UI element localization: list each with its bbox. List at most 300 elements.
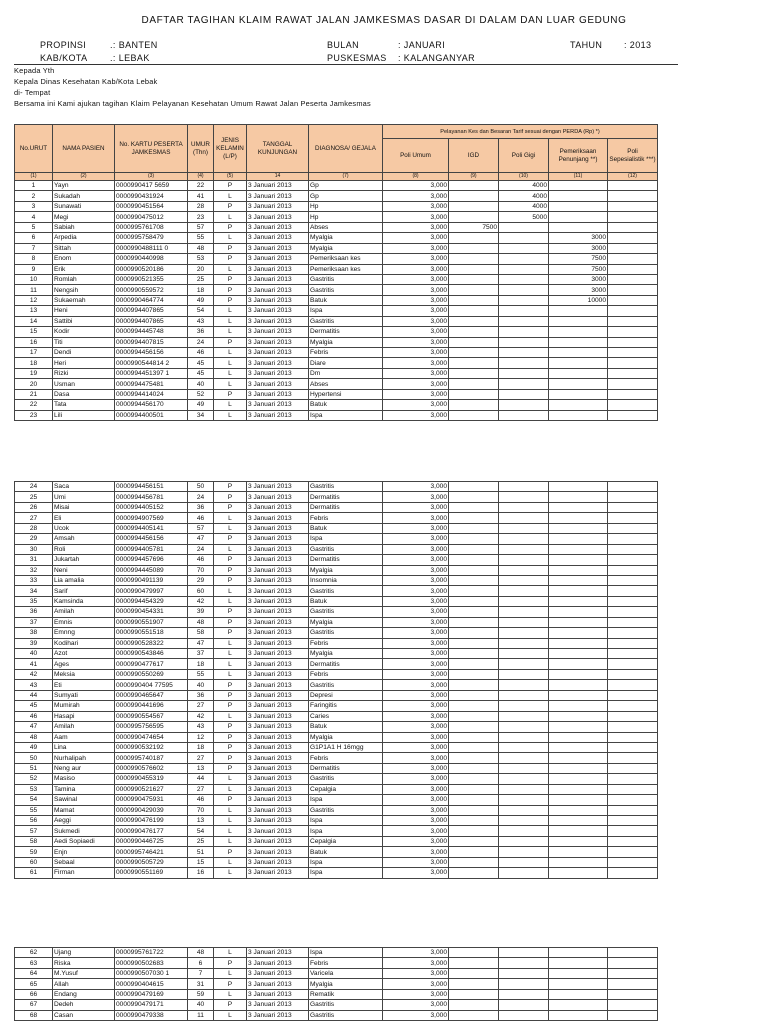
cell-jenis-kelamin: L: [214, 774, 247, 784]
cell-tanggal: 3 Januari 2013: [247, 1000, 309, 1010]
cell-umur: 48: [188, 617, 214, 627]
cell-no-kartu: 0000990554567: [115, 711, 188, 721]
cell-igd: [449, 617, 499, 627]
cell-spesialistik: [608, 389, 658, 399]
cell-spesialistik: [608, 868, 658, 878]
cell-diagnosa: Gastritis: [309, 1010, 383, 1020]
cell-spesialistik: [608, 523, 658, 533]
cell-jenis-kelamin: L: [214, 669, 247, 679]
cell-igd: [449, 607, 499, 617]
cell-spesialistik: [608, 680, 658, 690]
cell-nama-pasien: Meksia: [53, 669, 115, 679]
cell-no-kartu: 0000990532192: [115, 742, 188, 752]
cell-tanggal: 3 Januari 2013: [247, 513, 309, 523]
cell-jenis-kelamin: L: [214, 659, 247, 669]
cell-nama-pasien: Neni: [53, 565, 115, 575]
intro-line-2: Kepala Dinas Kesehatan Kab/Kota Lebak: [14, 77, 158, 86]
cell-poli-gigi: [499, 836, 549, 846]
cell-igd: [449, 628, 499, 638]
cell-poli-umum: 3,000: [383, 763, 449, 773]
table-row: [15, 826, 658, 836]
cell-igd: 7500: [449, 222, 499, 232]
table-row: [15, 722, 658, 732]
cell-no-urut: 60: [15, 857, 53, 867]
cell-umur: 70: [188, 805, 214, 815]
cell-no-urut: 33: [15, 575, 53, 585]
cell-diagnosa: Ispa: [309, 826, 383, 836]
cell-poli-umum: 3,000: [383, 795, 449, 805]
cell-no-urut: 58: [15, 836, 53, 846]
cell-nama-pasien: Mamat: [53, 805, 115, 815]
cell-poli-umum: 3,000: [383, 389, 449, 399]
cell-tanggal: 3 Januari 2013: [247, 379, 309, 389]
cell-poli-umum: 3,000: [383, 989, 449, 999]
table-row: [15, 555, 658, 565]
cell-igd: [449, 201, 499, 211]
claims-table-part-1: [14, 124, 658, 421]
cell-jenis-kelamin: P: [214, 607, 247, 617]
column-number: (10): [499, 173, 549, 181]
cell-igd: [449, 659, 499, 669]
cell-umur: 29: [188, 575, 214, 585]
cell-igd: [449, 586, 499, 596]
cell-poli-umum: 3,000: [383, 868, 449, 878]
cell-spesialistik: [608, 534, 658, 544]
cell-no-urut: 22: [15, 400, 53, 410]
cell-tanggal: 3 Januari 2013: [247, 502, 309, 512]
cell-penunjang: [549, 948, 608, 958]
cell-tanggal: 3 Januari 2013: [247, 482, 309, 492]
cell-jenis-kelamin: L: [214, 358, 247, 368]
cell-poli-gigi: [499, 327, 549, 337]
cell-no-kartu: 0000990440998: [115, 254, 188, 264]
table-row: [15, 264, 658, 274]
cell-umur: 24: [188, 337, 214, 347]
cell-no-kartu: 0000990475931: [115, 795, 188, 805]
cell-igd: [449, 513, 499, 523]
cell-penunjang: [549, 482, 608, 492]
cell-jenis-kelamin: P: [214, 575, 247, 585]
cell-umur: 59: [188, 989, 214, 999]
cell-no-kartu: 0000994456781: [115, 492, 188, 502]
cell-poli-gigi: [499, 690, 549, 700]
cell-tanggal: 3 Januari 2013: [247, 243, 309, 253]
cell-jenis-kelamin: P: [214, 565, 247, 575]
table-row: [15, 327, 658, 337]
cell-tanggal: 3 Januari 2013: [247, 534, 309, 544]
cell-poli-umum: 3,000: [383, 816, 449, 826]
cell-no-urut: 8: [15, 254, 53, 264]
cell-no-kartu: 0000994456156: [115, 348, 188, 358]
cell-igd: [449, 389, 499, 399]
report-title: DAFTAR TAGIHAN KLAIM RAWAT JALAN JAMKESMAS DASAR DI DALAM DAN LUAR GEDUNG: [141, 15, 627, 26]
cell-spesialistik: [608, 586, 658, 596]
cell-penunjang: [549, 513, 608, 523]
cell-diagnosa: Caries: [309, 711, 383, 721]
cell-penunjang: [549, 680, 608, 690]
cell-nama-pasien: Erik: [53, 264, 115, 274]
cell-poli-gigi: [499, 410, 549, 420]
cell-nama-pasien: Sebaal: [53, 857, 115, 867]
cell-poli-gigi: [499, 659, 549, 669]
cell-no-urut: 23: [15, 410, 53, 420]
cell-no-urut: 56: [15, 816, 53, 826]
cell-umur: 48: [188, 948, 214, 958]
cell-nama-pasien: Sattibi: [53, 316, 115, 326]
table-row: [15, 295, 658, 305]
cell-no-kartu: 0000990491139: [115, 575, 188, 585]
cell-diagnosa: Batuk: [309, 596, 383, 606]
cell-nama-pasien: Sumyati: [53, 690, 115, 700]
cell-jenis-kelamin: P: [214, 690, 247, 700]
propinsi-label: PROPINSI: [40, 40, 87, 50]
cell-jenis-kelamin: L: [214, 596, 247, 606]
cell-umur: 49: [188, 295, 214, 305]
cell-poli-gigi: [499, 948, 549, 958]
cell-nama-pasien: Saca: [53, 482, 115, 492]
cell-umur: 42: [188, 596, 214, 606]
cell-penunjang: [549, 732, 608, 742]
cell-poli-umum: 3,000: [383, 295, 449, 305]
cell-poli-umum: 3,000: [383, 181, 449, 191]
cell-nama-pasien: Azot: [53, 649, 115, 659]
cell-jenis-kelamin: L: [214, 368, 247, 378]
table-row: [15, 368, 658, 378]
cell-tanggal: 3 Januari 2013: [247, 295, 309, 305]
cell-poli-umum: 3,000: [383, 596, 449, 606]
cell-umur: 18: [188, 742, 214, 752]
cell-poli-umum: 3,000: [383, 555, 449, 565]
cell-diagnosa: Ispa: [309, 868, 383, 878]
cell-tanggal: 3 Januari 2013: [247, 979, 309, 989]
cell-diagnosa: Depresi: [309, 690, 383, 700]
cell-spesialistik: [608, 690, 658, 700]
cell-no-urut: 36: [15, 607, 53, 617]
cell-no-kartu: 0000994454329: [115, 596, 188, 606]
cell-penunjang: [549, 368, 608, 378]
cell-jenis-kelamin: P: [214, 534, 247, 544]
cell-jenis-kelamin: L: [214, 868, 247, 878]
cell-poli-gigi: [499, 774, 549, 784]
cell-spesialistik: [608, 607, 658, 617]
cell-diagnosa: Varicela: [309, 968, 383, 978]
cell-no-urut: 26: [15, 502, 53, 512]
cell-no-kartu: 0000994475481: [115, 379, 188, 389]
cell-tanggal: 3 Januari 2013: [247, 868, 309, 878]
cell-no-kartu: 0000994445089: [115, 565, 188, 575]
cell-nama-pasien: Mumirah: [53, 701, 115, 711]
cell-tanggal: 3 Januari 2013: [247, 857, 309, 867]
cell-poli-gigi: [499, 368, 549, 378]
cell-umur: 42: [188, 711, 214, 721]
cell-poli-gigi: [499, 795, 549, 805]
cell-igd: [449, 523, 499, 533]
cell-spesialistik: [608, 753, 658, 763]
cell-poli-umum: 3,000: [383, 285, 449, 295]
cell-spesialistik: [608, 732, 658, 742]
cell-jenis-kelamin: L: [214, 857, 247, 867]
cell-poli-gigi: [499, 958, 549, 968]
cell-poli-umum: 3,000: [383, 544, 449, 554]
cell-poli-gigi: 5000: [499, 212, 549, 222]
cell-umur: 70: [188, 565, 214, 575]
cell-poli-umum: 3,000: [383, 201, 449, 211]
table-row: [15, 784, 658, 794]
cell-penunjang: 7500: [549, 264, 608, 274]
cell-no-kartu: 0000994407815: [115, 337, 188, 347]
cell-poli-gigi: [499, 586, 549, 596]
table-row: [15, 649, 658, 659]
cell-poli-umum: 3,000: [383, 836, 449, 846]
cell-no-kartu: 0000994405141: [115, 523, 188, 533]
table-row: [15, 795, 658, 805]
table-row: [15, 711, 658, 721]
cell-igd: [449, 868, 499, 878]
col-no-kartu: No. KARTU PESERTA JAMKESMAS: [115, 125, 188, 173]
cell-nama-pasien: Eti: [53, 680, 115, 690]
cell-jenis-kelamin: L: [214, 523, 247, 533]
cell-umur: 55: [188, 669, 214, 679]
cell-no-urut: 5: [15, 222, 53, 232]
cell-diagnosa: Febris: [309, 513, 383, 523]
cell-no-kartu: 0000994405781: [115, 544, 188, 554]
cell-no-kartu: 0000995746421: [115, 847, 188, 857]
cell-penunjang: [549, 816, 608, 826]
cell-diagnosa: Batuk: [309, 523, 383, 533]
cell-poli-gigi: [499, 868, 549, 878]
cell-no-kartu: 0000994407865: [115, 306, 188, 316]
cell-spesialistik: [608, 264, 658, 274]
cell-tanggal: 3 Januari 2013: [247, 948, 309, 958]
cell-penunjang: 3000: [549, 243, 608, 253]
cell-diagnosa: Ispa: [309, 948, 383, 958]
cell-tanggal: 3 Januari 2013: [247, 774, 309, 784]
cell-jenis-kelamin: L: [214, 410, 247, 420]
cell-igd: [449, 191, 499, 201]
cell-nama-pasien: Dedeh: [53, 1000, 115, 1010]
cell-diagnosa: Dermatitis: [309, 327, 383, 337]
cell-spesialistik: [608, 243, 658, 253]
cell-umur: 43: [188, 316, 214, 326]
table-header: [15, 125, 658, 181]
cell-diagnosa: Dermatitis: [309, 492, 383, 502]
cell-poli-gigi: [499, 816, 549, 826]
cell-tanggal: 3 Januari 2013: [247, 358, 309, 368]
cell-nama-pasien: Ujang: [53, 948, 115, 958]
cell-no-urut: 47: [15, 722, 53, 732]
col-diagnosa: DIAGNOSA/ GEJALA: [309, 125, 383, 173]
table-row: [15, 274, 658, 284]
cell-igd: [449, 669, 499, 679]
cell-no-urut: 27: [15, 513, 53, 523]
cell-nama-pasien: Kodir: [53, 327, 115, 337]
cell-poli-gigi: [499, 742, 549, 752]
cell-poli-gigi: [499, 482, 549, 492]
cell-no-kartu: 0000990479169: [115, 989, 188, 999]
cell-diagnosa: Ispa: [309, 795, 383, 805]
cell-penunjang: [549, 979, 608, 989]
cell-no-urut: 3: [15, 201, 53, 211]
cell-no-urut: 15: [15, 327, 53, 337]
cell-diagnosa: Cepalgia: [309, 836, 383, 846]
cell-no-kartu: 0000995758479: [115, 233, 188, 243]
cell-no-kartu: 0000990543846: [115, 649, 188, 659]
table-row: [15, 400, 658, 410]
cell-diagnosa: Gp: [309, 181, 383, 191]
cell-diagnosa: Abses: [309, 222, 383, 232]
cell-poli-umum: 3,000: [383, 742, 449, 752]
cell-penunjang: [549, 774, 608, 784]
cell-no-urut: 25: [15, 492, 53, 502]
cell-poli-umum: 3,000: [383, 502, 449, 512]
cell-poli-gigi: [499, 784, 549, 794]
cell-tanggal: 3 Januari 2013: [247, 742, 309, 752]
cell-jenis-kelamin: P: [214, 274, 247, 284]
cell-poli-umum: 3,000: [383, 534, 449, 544]
cell-penunjang: [549, 989, 608, 999]
cell-igd: [449, 327, 499, 337]
cell-jenis-kelamin: P: [214, 502, 247, 512]
cell-no-urut: 48: [15, 732, 53, 742]
cell-spesialistik: [608, 285, 658, 295]
cell-poli-gigi: [499, 607, 549, 617]
column-number: (3): [115, 173, 188, 181]
table-row: [15, 732, 658, 742]
cell-penunjang: [549, 638, 608, 648]
cell-no-urut: 19: [15, 368, 53, 378]
cell-tanggal: 3 Januari 2013: [247, 617, 309, 627]
cell-poli-umum: 3,000: [383, 222, 449, 232]
cell-nama-pasien: Emnis: [53, 617, 115, 627]
cell-tanggal: 3 Januari 2013: [247, 847, 309, 857]
cell-jenis-kelamin: L: [214, 711, 247, 721]
cell-nama-pasien: Dendi: [53, 348, 115, 358]
cell-poli-umum: 3,000: [383, 774, 449, 784]
table-row: [15, 534, 658, 544]
cell-nama-pasien: Ages: [53, 659, 115, 669]
cell-spesialistik: [608, 201, 658, 211]
cell-penunjang: [549, 492, 608, 502]
cell-no-kartu: 0000990455319: [115, 774, 188, 784]
claims-table-part-2: [14, 481, 658, 879]
cell-penunjang: [549, 555, 608, 565]
cell-poli-gigi: [499, 1000, 549, 1010]
cell-no-urut: 2: [15, 191, 53, 201]
col-group-pelayanan: Pelayanan Kes dan Besaran Tarif sesuai dengan PERDA (Rp) *): [383, 125, 658, 139]
cell-no-urut: 32: [15, 565, 53, 575]
cell-penunjang: [549, 544, 608, 554]
cell-nama-pasien: Aedi Sopiaedi: [53, 836, 115, 846]
column-number: (11): [549, 173, 608, 181]
cell-no-urut: 62: [15, 948, 53, 958]
cell-tanggal: 3 Januari 2013: [247, 348, 309, 358]
cell-poli-umum: 3,000: [383, 638, 449, 648]
cell-no-kartu: 0000990476177: [115, 826, 188, 836]
cell-poli-umum: 3,000: [383, 482, 449, 492]
cell-jenis-kelamin: L: [214, 586, 247, 596]
cell-no-urut: 40: [15, 649, 53, 659]
cell-no-urut: 45: [15, 701, 53, 711]
cell-diagnosa: Gp: [309, 191, 383, 201]
cell-jenis-kelamin: L: [214, 306, 247, 316]
puskesmas-value: : KALANGANYAR: [398, 53, 476, 63]
cell-nama-pasien: Heni: [53, 306, 115, 316]
cell-no-urut: 11: [15, 285, 53, 295]
cell-poli-umum: 3,000: [383, 243, 449, 253]
cell-jenis-kelamin: P: [214, 617, 247, 627]
cell-igd: [449, 233, 499, 243]
cell-no-kartu: 0000995740187: [115, 753, 188, 763]
cell-no-kartu: 0000990441696: [115, 701, 188, 711]
cell-penunjang: [549, 868, 608, 878]
cell-nama-pasien: Aeggi: [53, 816, 115, 826]
cell-penunjang: [549, 410, 608, 420]
cell-poli-umum: 3,000: [383, 348, 449, 358]
cell-diagnosa: Ispa: [309, 534, 383, 544]
cell-tanggal: 3 Januari 2013: [247, 763, 309, 773]
cell-no-urut: 10: [15, 274, 53, 284]
cell-penunjang: [549, 1010, 608, 1020]
cell-spesialistik: [608, 482, 658, 492]
cell-no-urut: 65: [15, 979, 53, 989]
cell-penunjang: 3000: [549, 285, 608, 295]
cell-tanggal: 3 Januari 2013: [247, 596, 309, 606]
cell-jenis-kelamin: L: [214, 968, 247, 978]
cell-tanggal: 3 Januari 2013: [247, 753, 309, 763]
cell-igd: [449, 181, 499, 191]
cell-no-kartu: 0000990551518: [115, 628, 188, 638]
table-row: [15, 659, 658, 669]
cell-poli-gigi: [499, 316, 549, 326]
bulan-value: : JANUARI: [398, 40, 446, 50]
table-row: [15, 379, 658, 389]
cell-igd: [449, 358, 499, 368]
cell-poli-umum: 3,000: [383, 847, 449, 857]
cell-umur: 25: [188, 274, 214, 284]
cell-penunjang: [549, 836, 608, 846]
cell-tanggal: 3 Januari 2013: [247, 575, 309, 585]
table-row: [15, 243, 658, 253]
cell-igd: [449, 680, 499, 690]
cell-igd: [449, 544, 499, 554]
cell-poli-umum: 3,000: [383, 233, 449, 243]
cell-poli-gigi: [499, 274, 549, 284]
cell-no-urut: 55: [15, 805, 53, 815]
cell-no-urut: 9: [15, 264, 53, 274]
cell-no-urut: 21: [15, 389, 53, 399]
cell-spesialistik: [608, 191, 658, 201]
cell-poli-gigi: [499, 638, 549, 648]
cell-spesialistik: [608, 555, 658, 565]
cell-penunjang: [549, 607, 608, 617]
cell-tanggal: 3 Januari 2013: [247, 968, 309, 978]
cell-jenis-kelamin: L: [214, 348, 247, 358]
column-number: (4): [188, 173, 214, 181]
cell-spesialistik: [608, 565, 658, 575]
cell-spesialistik: [608, 233, 658, 243]
cell-spesialistik: [608, 274, 658, 284]
cell-igd: [449, 254, 499, 264]
cell-poli-umum: 3,000: [383, 680, 449, 690]
cell-penunjang: [549, 358, 608, 368]
cell-diagnosa: Hp: [309, 201, 383, 211]
cell-umur: 46: [188, 555, 214, 565]
cell-poli-gigi: [499, 565, 549, 575]
cell-jenis-kelamin: P: [214, 254, 247, 264]
cell-penunjang: [549, 826, 608, 836]
cell-igd: [449, 836, 499, 846]
table-row: [15, 690, 658, 700]
